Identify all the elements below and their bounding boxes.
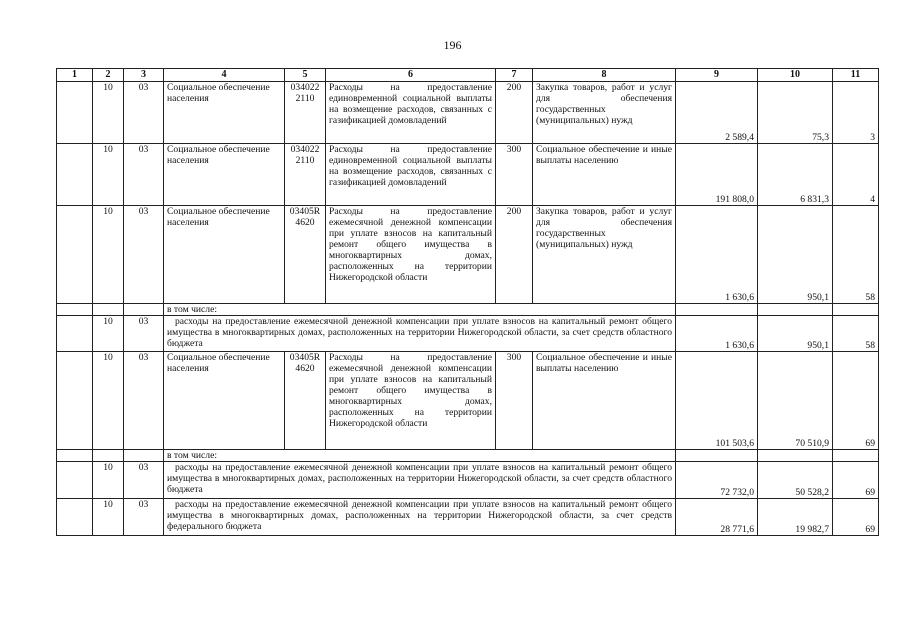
cell-name: Социальное обеспечение населения: [164, 82, 285, 144]
column-header: 10: [758, 69, 833, 82]
cell-col1: [57, 206, 93, 304]
cell-amount-fact: 75,3: [758, 82, 833, 144]
cell-percent: 69: [833, 499, 879, 536]
page-number: 196: [443, 38, 462, 52]
table-row: [57, 82, 879, 144]
cell-subsection: 03: [124, 352, 164, 450]
cell-amount-plan: 191 808,0: [676, 144, 758, 206]
cell-target-code: 03405R 4620: [285, 206, 326, 304]
cell-amount-plan: 28 771,6: [676, 499, 758, 536]
cell-target-code: 03405R 4620: [285, 352, 326, 450]
column-header: 7: [496, 69, 533, 82]
cell-section: 10: [93, 144, 124, 206]
cell-col1: [57, 144, 93, 206]
cell-amount-fact: 70 510,9: [758, 352, 833, 450]
table-header-row: [57, 69, 879, 82]
cell-col1: [57, 462, 93, 499]
column-header: 3: [124, 69, 164, 82]
cell-percent: 3: [833, 82, 879, 144]
cell-expense-name: Социальное обеспечение и иные выплаты населению: [533, 352, 676, 450]
cell-amount-fact: 950,1: [758, 206, 833, 304]
cell-name: Социальное обеспечение населения: [164, 144, 285, 206]
cell-subsection: 03: [124, 499, 164, 536]
cell-expense-type: 300: [496, 144, 533, 206]
cell-percent: 58: [833, 316, 879, 352]
cell-name: Социальное обеспечение населения: [164, 352, 285, 450]
table-row: [57, 304, 879, 316]
cell-sub-description: расходы на предоставление ежемесячной денежной компенсации при уплате взносов на капитальный ремонт общего имущества в многоквартирных домах, расположенных на территории Нижегородской области, за счет средств федерального бюджета: [164, 499, 676, 536]
table-row: [57, 462, 879, 499]
cell-col1: [57, 316, 93, 352]
cell-name: Социальное обеспечение населения: [164, 206, 285, 304]
cell-col1: [57, 499, 93, 536]
cell-expense-name: Закупка товаров, работ и услуг для обеспечения государственных (муниципальных) нужд: [533, 82, 676, 144]
cell-subsection: 03: [124, 144, 164, 206]
cell-subsection: 03: [124, 82, 164, 144]
cell-expense-type: 200: [496, 82, 533, 144]
cell-amount-fact: 950,1: [758, 316, 833, 352]
cell-amount-plan: 101 503,6: [676, 352, 758, 450]
table-row: [57, 206, 879, 304]
cell-section: 10: [93, 82, 124, 144]
cell-col1: [57, 352, 93, 450]
cell-amount-plan: 2 589,4: [676, 82, 758, 144]
cell-subsection: 03: [124, 316, 164, 352]
column-header: 6: [326, 69, 496, 82]
cell-section: 10: [93, 352, 124, 450]
column-header: 9: [676, 69, 758, 82]
cell-sub-description: расходы на предоставление ежемесячной денежной компенсации при уплате взносов на капитальный ремонт общего имущества в многоквартирных домах, расположенных на территории Нижегородской области, за счет средств областного бюджета: [164, 316, 676, 352]
cell-description: Расходы на предоставление ежемесячной денежной компенсации при уплате взносов на капитальный ремонт общего имущества в многоквартирных домах, расположенных на территории Нижегородской области: [326, 206, 496, 304]
table-row: [57, 352, 879, 450]
cell-description: Расходы на предоставление ежемесячной денежной компенсации при уплате взносов на капитальный ремонт общего имущества в многоквартирных домах, расположенных на территории Нижегородской области: [326, 352, 496, 450]
cell-percent: 69: [833, 352, 879, 450]
column-header: 4: [164, 69, 285, 82]
column-header: 8: [533, 69, 676, 82]
column-header: 5: [285, 69, 326, 82]
cell-amount-plan: 1 630,6: [676, 206, 758, 304]
cell-subsection: 03: [124, 206, 164, 304]
cell-percent: 58: [833, 206, 879, 304]
cell-section: 10: [93, 462, 124, 499]
column-header: 11: [833, 69, 879, 82]
cell-section: 10: [93, 499, 124, 536]
cell-amount-fact: 19 982,7: [758, 499, 833, 536]
cell-expense-name: Социальное обеспечение и иные выплаты населению: [533, 144, 676, 206]
cell-amount-plan: 72 732,0: [676, 462, 758, 499]
cell-amount-plan: 1 630,6: [676, 316, 758, 352]
cell-amount-fact: 50 528,2: [758, 462, 833, 499]
including-label: в том числе:: [164, 304, 676, 316]
cell-target-code: 034022 2110: [285, 144, 326, 206]
cell-percent: 69: [833, 462, 879, 499]
cell-col1: [57, 82, 93, 144]
cell-section: 10: [93, 206, 124, 304]
column-header: 1: [57, 69, 93, 82]
cell-sub-description: расходы на предоставление ежемесячной денежной компенсации при уплате взносов на капитальный ремонт общего имущества в многоквартирных домах, расположенных на территории Нижегородской области, за счет средств областного бюджета: [164, 462, 676, 499]
including-label: в том числе:: [164, 450, 676, 462]
table-row: [57, 144, 879, 206]
cell-percent: 4: [833, 144, 879, 206]
column-header: 2: [93, 69, 124, 82]
cell-description: Расходы на предоставление единовременной социальной выплаты на возмещение расходов, связанных с газификацией домовладений: [326, 82, 496, 144]
cell-expense-type: 300: [496, 352, 533, 450]
cell-target-code: 034022 2110: [285, 82, 326, 144]
cell-subsection: 03: [124, 462, 164, 499]
cell-expense-type: 200: [496, 206, 533, 304]
table-row: [57, 499, 879, 536]
table-row: [57, 450, 879, 462]
table-row: [57, 316, 879, 352]
budget-table: [56, 68, 879, 536]
cell-description: Расходы на предоставление единовременной социальной выплаты на возмещение расходов, связанных с газификацией домовладений: [326, 144, 496, 206]
cell-amount-fact: 6 831,3: [758, 144, 833, 206]
cell-section: 10: [93, 316, 124, 352]
cell-expense-name: Закупка товаров, работ и услуг для обеспечения государственных (муниципальных) нужд: [533, 206, 676, 304]
